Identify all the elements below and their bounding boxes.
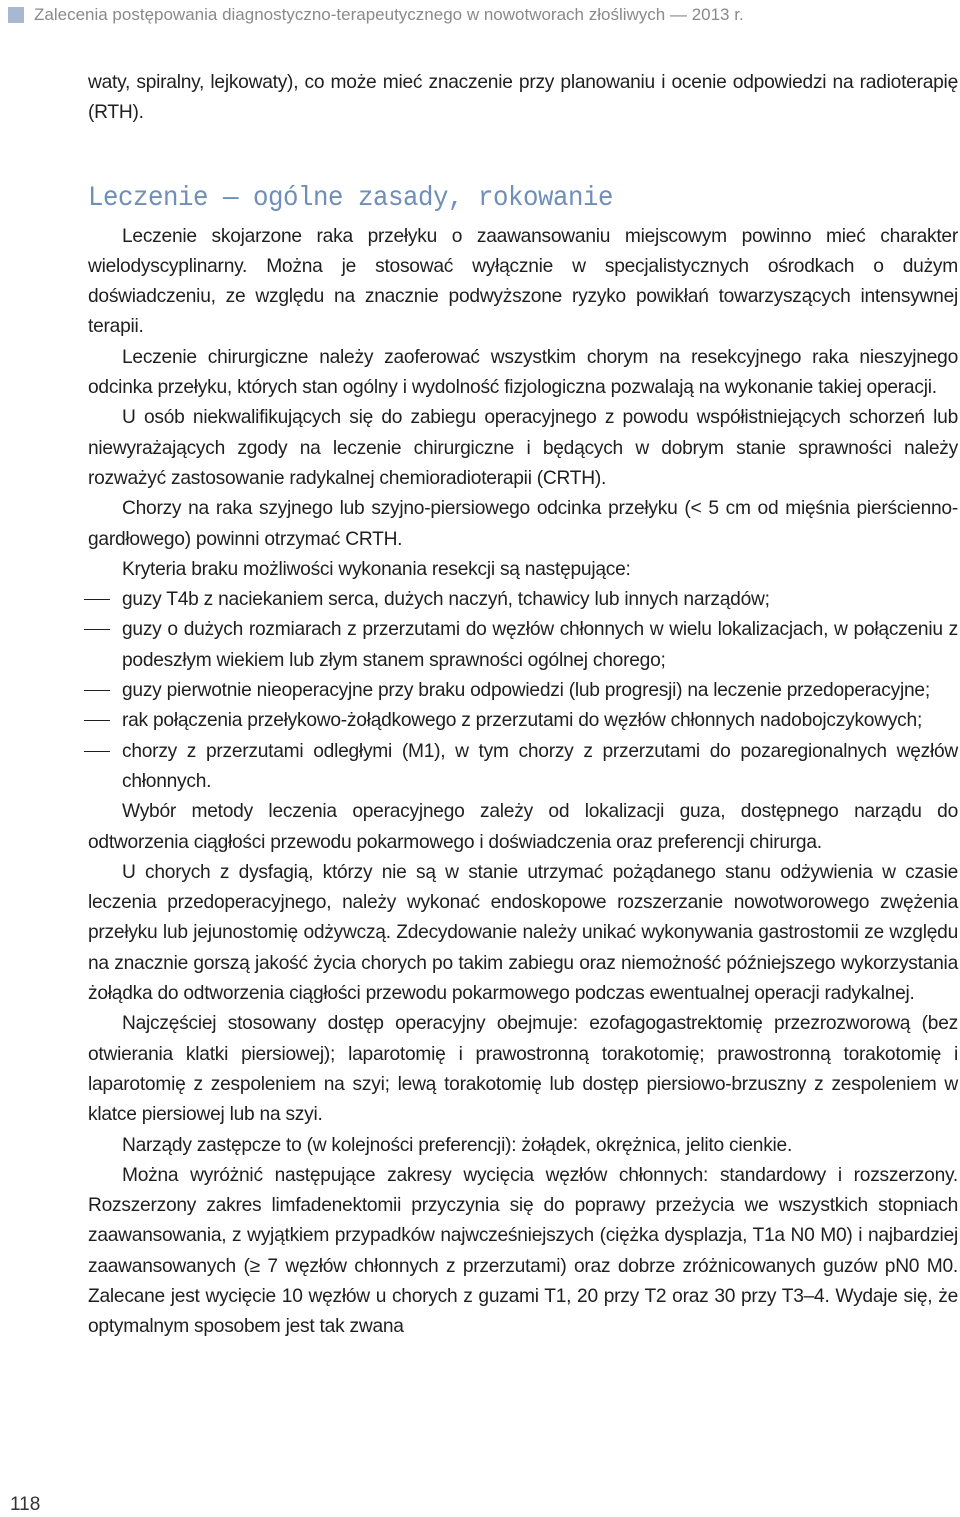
paragraph-9: Narządy zastępcze to (w kolejności preferencji): żołądek, okrężnica, jelito cienkie. bbox=[122, 1134, 793, 1156]
intro-continuation: waty, spiralny, lejkowaty), co może mieć znaczenie przy planowaniu i ocenie odpowiedzi na radioterapię (RTH). bbox=[88, 72, 958, 124]
paragraph-6: Wybór metody leczenia operacyjnego zależy od lokalizacji guza, dostępnego narządu do odtworzenia ciągłości przewodu pokarmowego i doświadczenia oraz preferencji chirurga. bbox=[88, 801, 958, 853]
paragraph-2: Leczenie chirurgiczne należy zaoferować wszystkim chorym na resekcyjnego raka nieszyjnego odcinka przełyku, których stan ogólny i wydolność fizjologiczna pozwalają na wykonanie takiej operacji. bbox=[88, 346, 958, 399]
list-item: rak połączenia przełykowo-żołądkowego z przerzutami do węzłów chłonnych nadobojczykowych; bbox=[88, 706, 958, 736]
list-item: guzy o dużych rozmiarach z przerzutami do węzłów chłonnych w wielu lokalizacjach, w połączeniu z podeszłym wiekiem lub złym stanem sprawności ogólnej chorego; bbox=[88, 615, 958, 676]
paragraph-5: Kryteria braku możliwości wykonania resekcji są następujące: bbox=[122, 558, 631, 580]
page-content bbox=[88, 68, 958, 1343]
section-title: Leczenie — ogólne zasady, rokowanie bbox=[88, 182, 613, 214]
paragraph-4: Chorzy na raka szyjnego lub szyjno-piersiowego odcinka przełyku (< 5 cm od mięśnia pierścienno-gardłowego) powinni otrzymać CRTH. bbox=[88, 498, 958, 550]
list-item: guzy pierwotnie nieoperacyjne przy braku odpowiedzi (lub progresji) na leczenie przedoperacyjne; bbox=[88, 676, 958, 706]
paragraph-1: Leczenie skojarzone raka przełyku o zaawansowaniu miejscowym powinno mieć charakter wielodyscyplinarny. Można je stosować wyłącznie w specjalistycznych ośrodkach o dużym doświadczeniu, ze względu na znacznie podwyższone ryzyko powikłań towarzyszących intensywnej terapii. bbox=[88, 225, 958, 338]
list-item: chorzy z przerzutami odległymi (M1), w tym chorzy z przerzutami do pozaregionalnych węzłów chłonnych. bbox=[88, 737, 958, 798]
running-title: Zalecenia postępowania diagnostyczno-terapeutycznego w nowotworach złośliwych — 2013 r. bbox=[34, 5, 744, 24]
paragraph-10: Można wyróżnić następujące zakresy wycięcia węzłów chłonnych: standardowy i rozszerzony. Rozszerzony zakres limfadenektomii przyczynia się do poprawy przeżycia we wszystkich stopniach zaawansowania, z wyjątkiem przypadków najwcześniejszych (ciężka dysplazja, T1a N0 M0) i najbardziej zaawansowanych (≥ 7 węzłów chłonnych z przerzutami) oraz dobrze zróżnicowanych guzów pN0 M0. Zalecane jest wycięcie 10 węzłów u chorych z guzami T1, 20 przy T2 oraz 30 przy T3–4. Wydaje się, że optymalnym sposobem jest tak zwana bbox=[88, 1164, 958, 1338]
paragraph-3: U osób niekwalifikujących się do zabiegu operacyjnego z powodu współistniejących schorzeń lub niewyrażających zgody na leczenie chirurgiczne i będących w dobrym stanie sprawności należy rozważyć zastosowanie radykalnej chemioradioterapii (CRTH). bbox=[88, 407, 958, 489]
list-item: guzy T4b z naciekaniem serca, dużych naczyń, tchawicy lub innych narządów; bbox=[88, 585, 958, 615]
page-number: 118 bbox=[10, 1494, 41, 1515]
running-header bbox=[8, 2, 744, 28]
resection-criteria-list bbox=[88, 585, 958, 797]
paragraph-8: Najczęściej stosowany dostęp operacyjny obejmuje: ezofagogastrektomię przezrozworową (bez otwierania klatki piersiowej); laparotomię i prawostronną torakotomię; prawostronną torakotomię i laparotomię z zespoleniem na szyi; lewą torakotomię lub dostęp piersiowo-brzuszny z zespoleniem w klatce piersiowej lub na szyi. bbox=[88, 1013, 958, 1126]
paragraph-7: U chorych z dysfagią, którzy nie są w stanie utrzymać pożądanego stanu odżywienia w czasie leczenia przedoperacyjnego, należy wykonać endoskopowe rozszerzanie nowotworowego zwężenia przełyku lub jejunostomię odżywczą. Zdecydowanie należy unikać wykonywania gastrostomii ze względu na znacznie gorszą jakość życia chorych po takim zabiegu oraz niemożność późniejszego wykorzystania żołądka do odtworzenia ciągłości przewodu pokarmowego podczas ewentualnej operacji radykalnej. bbox=[88, 861, 958, 1005]
header-square-icon bbox=[8, 7, 24, 23]
